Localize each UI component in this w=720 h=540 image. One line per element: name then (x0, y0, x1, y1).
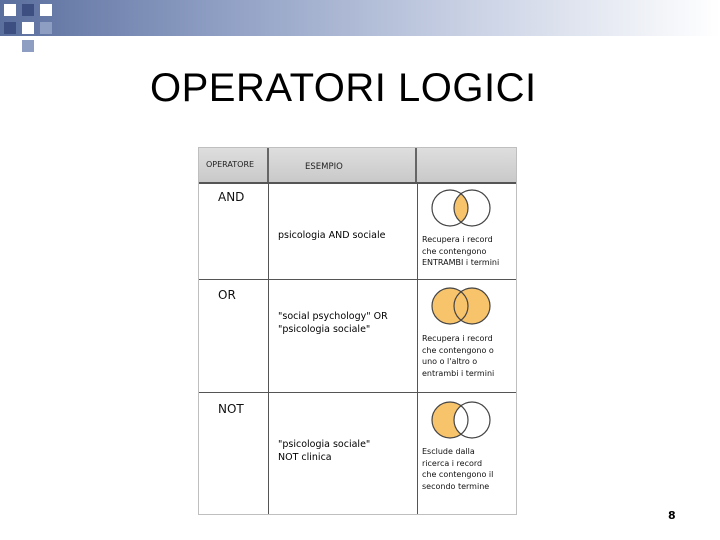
decorative-square (40, 4, 52, 16)
description-line: entrambi i termini (422, 368, 495, 378)
description-line: Esclude dalla (422, 447, 475, 456)
description-text (422, 333, 514, 379)
page-number: 8 (668, 509, 676, 522)
decorative-square (4, 4, 16, 16)
header-operator-label: OPERATORE (206, 160, 255, 169)
header-operator (199, 148, 269, 182)
row-divider (199, 279, 516, 280)
example-text (278, 438, 370, 464)
description-line: che contengono (422, 246, 487, 256)
venn-not-icon (428, 400, 498, 440)
example-text (278, 310, 388, 336)
column-divider (268, 182, 269, 514)
decorative-square (22, 4, 34, 16)
example-line: psicologia AND sociale (278, 230, 386, 241)
decorative-square (40, 22, 52, 34)
description-line: uno o l'altro o (422, 357, 478, 366)
description-line: che contengono o (422, 345, 494, 355)
description-line: ricerca i record (422, 458, 483, 468)
top-decorative-band (0, 0, 720, 36)
decorative-square (22, 40, 34, 52)
decorative-square (22, 22, 34, 34)
venn-and-icon (428, 188, 498, 228)
operator-label: NOT (218, 402, 244, 416)
description-line: che contengono il (422, 470, 494, 479)
operator-label: OR (218, 288, 236, 302)
slide-title: OPERATORI LOGICI (150, 66, 537, 110)
description-text (422, 446, 514, 492)
example-line: "psicologia sociale" (278, 439, 371, 450)
description-line: Recupera i record (422, 334, 493, 343)
header-example (269, 148, 417, 182)
example-line: "psicologia sociale" (278, 324, 371, 335)
example-line: "social psychology" OR (278, 311, 388, 322)
operator-label: AND (218, 190, 245, 204)
description-line: secondo termine (422, 481, 490, 491)
venn-or-icon (428, 286, 498, 326)
row-divider (199, 392, 516, 393)
table-header (199, 148, 516, 184)
description-text (422, 234, 514, 269)
decorative-square (4, 22, 16, 34)
operators-table (199, 148, 516, 514)
column-divider (417, 182, 418, 514)
example-line: NOT clinica (278, 452, 332, 463)
header-venn (417, 148, 516, 182)
description-line: ENTRAMBI i termini (422, 258, 500, 267)
header-example-label: ESEMPIO (305, 162, 343, 172)
description-line: Recupera i record (422, 235, 493, 244)
example-text (278, 229, 386, 242)
